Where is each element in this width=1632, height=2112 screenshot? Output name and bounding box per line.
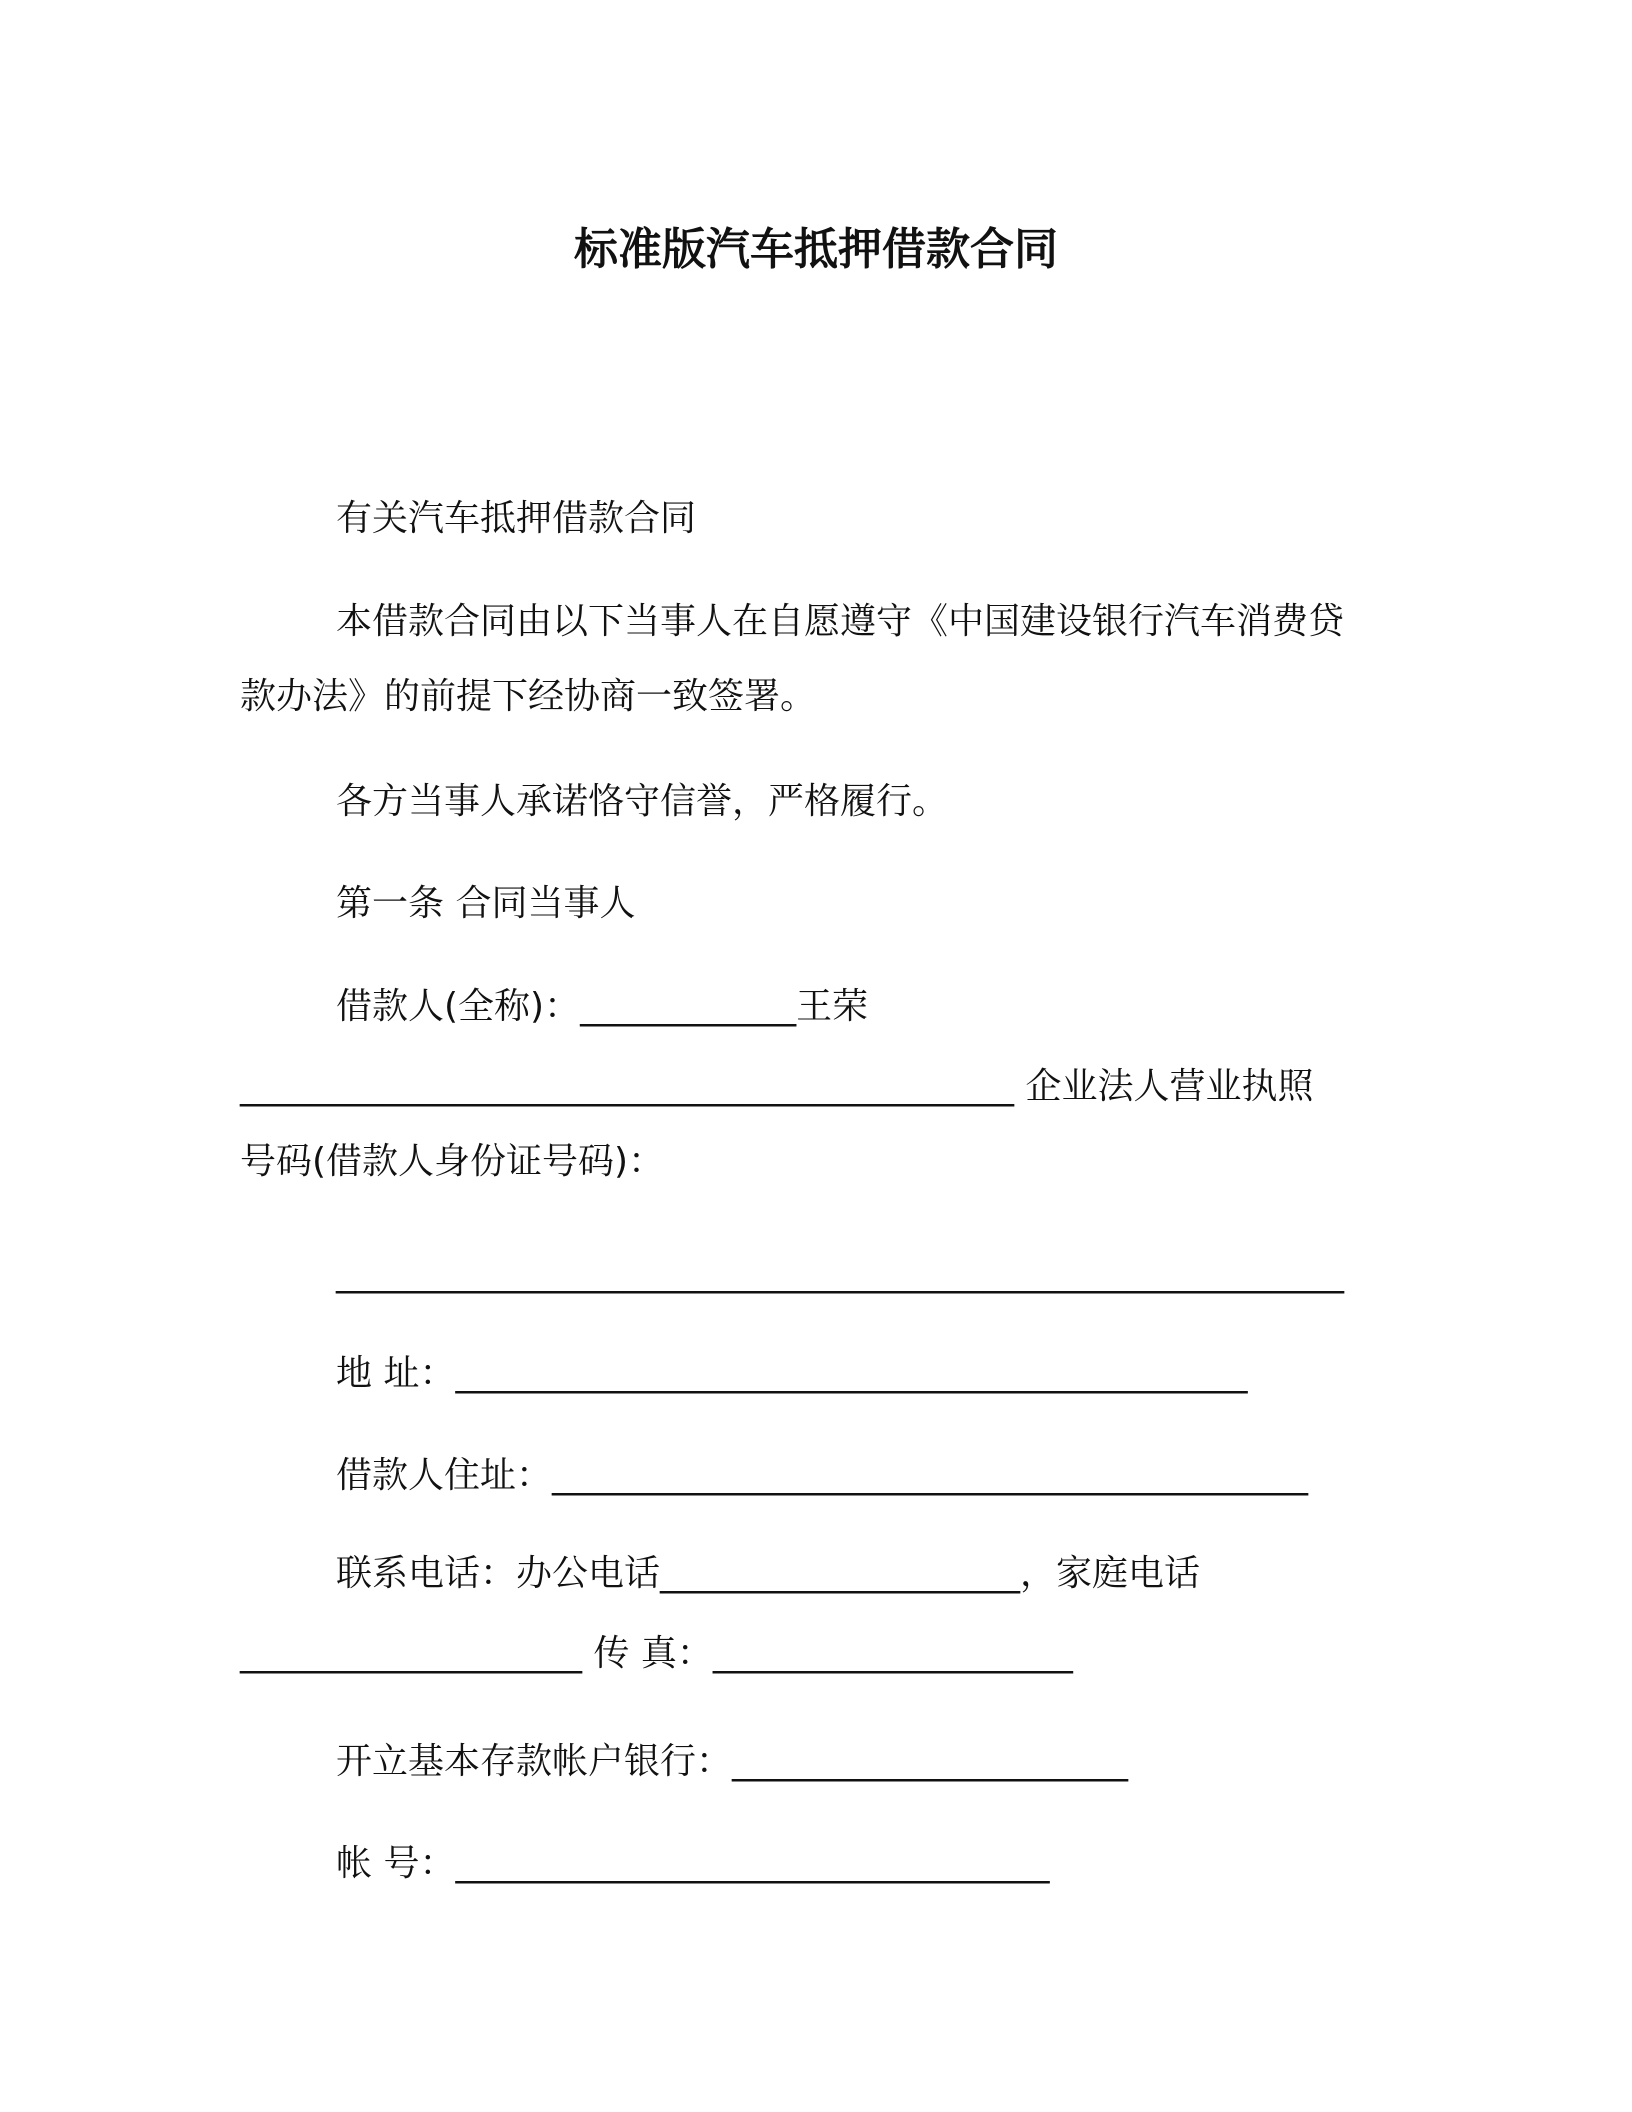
article-one-heading: 第一条 合同当事人	[336, 883, 636, 924]
paragraph-heading: 有关汽车抵押借款合同	[336, 498, 697, 539]
borrower-name-field: 借款人(全称)：____________王荣	[336, 986, 869, 1027]
contact-phone-field-line-2: ___________________ 传 真：____________________	[240, 1633, 1073, 1674]
paragraph-intro-line-2: 款办法》的前提下经协商一致签署。	[240, 676, 817, 717]
business-license-field-line-2: 号码(借款人身份证号码)：	[240, 1141, 665, 1182]
contact-phone-field-line-1: 联系电话：办公电话____________________，家庭电话	[336, 1553, 1201, 1594]
borrower-residence-field: 借款人住址：__________________________________________	[336, 1455, 1309, 1496]
id-number-blank: ________________________________________________________	[336, 1253, 1344, 1294]
paragraph-intro-line-1: 本借款合同由以下当事人在自愿遵守《中国建设银行汽车消费贷	[336, 601, 1345, 642]
document-title: 标准版汽车抵押借款合同	[574, 224, 1058, 275]
paragraph-commitment: 各方当事人承诺恪守信誉，严格履行。	[336, 781, 949, 822]
business-license-field-line-1: ___________________________________________ 企业法人营业执照	[240, 1066, 1314, 1107]
address-field: 地 址：____________________________________________	[336, 1353, 1248, 1394]
basic-account-bank-field: 开立基本存款帐户银行：______________________	[336, 1741, 1129, 1782]
account-number-field: 帐 号：_________________________________	[336, 1843, 1050, 1884]
